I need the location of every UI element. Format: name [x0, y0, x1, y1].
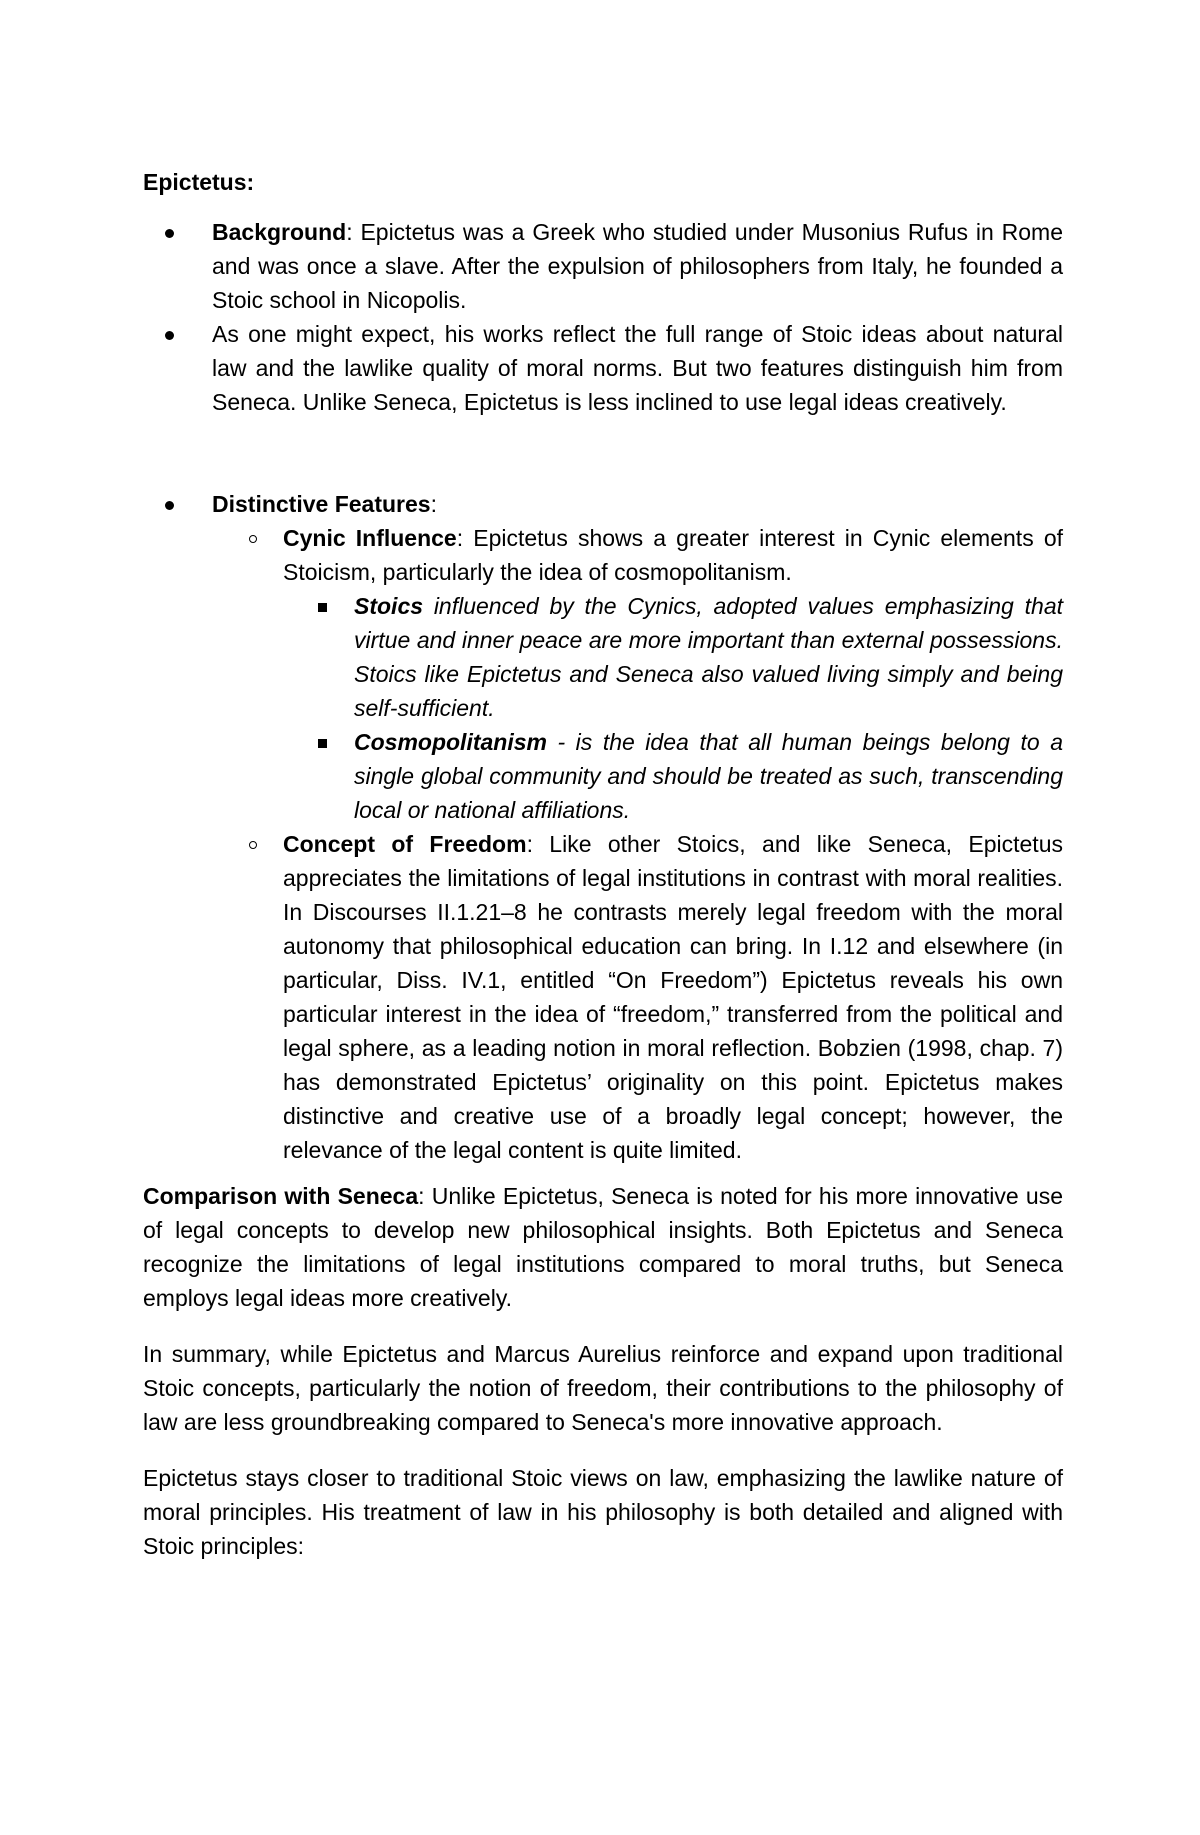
- paragraph-closing: Epictetus stays closer to traditional Stoic views on law, emphasizing the lawlike nature of moral principles. His treatment of law in his philosophy is both detailed and aligned with Stoic principles:: [143, 1465, 1063, 1559]
- paragraph-text: : Unlike Epictetus, Seneca is noted for his more innovative use of legal concepts to develop new philosophical insights. Both Epictetus and Seneca recognize the limitations of legal institutions compared to moral truths, but Seneca employs legal ideas more creatively.: [143, 1183, 1063, 1311]
- subbullet-cynic-influence: [143, 521, 1063, 589]
- bullet-text: :: [430, 491, 437, 517]
- point-text: - is the idea that all human beings belong to a single global community and should be treated as such, transcending local or national affiliations.: [354, 729, 1063, 823]
- point-label: Stoics: [354, 593, 424, 619]
- bullet-dot-icon: [165, 229, 174, 238]
- bullet-dot-icon: [165, 331, 174, 340]
- section-heading: Epictetus:: [143, 169, 255, 195]
- paragraph-label: Comparison with Seneca: [143, 1183, 419, 1209]
- bullet-square-icon: [318, 739, 327, 748]
- bullet-text: As one might expect, his works reflect the full range of Stoic ideas about natural law and the lawlike quality of moral norms. But two features distinguish him from Seneca. Unlike Seneca, Epictetus is less inclined to use legal ideas creatively.: [212, 321, 1063, 415]
- bullet-label: Background: [212, 219, 347, 245]
- document-page: [143, 165, 1063, 1563]
- bullet-works: [143, 317, 1063, 419]
- subbullet-label: Concept of Freedom: [283, 831, 527, 857]
- paragraph-summary: In summary, while Epictetus and Marcus Aurelius reinforce and expand upon traditional Stoic concepts, particularly the notion of freedom, their contributions to the philosophy of law are less groundbreaking compared to Seneca's more innovative approach.: [143, 1341, 1063, 1435]
- bullet-label: Distinctive Features: [212, 491, 431, 517]
- subbullet-concept-of-freedom: [143, 827, 1063, 1167]
- bullet-background: [143, 215, 1063, 317]
- bullet-circle-icon: [249, 535, 257, 543]
- bullet-text: : Epictetus was a Greek who studied under Musonius Rufus in Rome and was once a slave. After the expulsion of philosophers from Italy, he founded a Stoic school in Nicopolis.: [212, 219, 1063, 313]
- bullet-square-icon: [318, 603, 327, 612]
- point-stoics: [143, 589, 1063, 725]
- subbullet-text: : Like other Stoics, and like Seneca, Epictetus appreciates the limitations of legal institutions in contrast with moral realities. In Discourses II.1.21–8 he contrasts merely legal freedom with the moral autonomy that philosophical education can bring. In I.12 and elsewhere (in particular, Diss. IV.1, entitled “On Freedom”) Epictetus reveals his own particular interest in the idea of “freedom,” transferred from the political and legal sphere, as a leading notion in moral reflection. Bobzien (1998, chap. 7) has demonstrated Epictetus’ originality on this point. Epictetus makes distinctive and creative use of a broadly legal concept; however, the relevance of the legal content is quite limited.: [283, 831, 1063, 1163]
- point-label: Cosmopolitanism: [354, 729, 547, 755]
- point-cosmopolitanism: [143, 725, 1063, 827]
- bullet-distinctive-features: [143, 487, 1063, 521]
- paragraph-comparison: [143, 1179, 1063, 1315]
- bullet-dot-icon: [165, 501, 174, 510]
- subbullet-text: : Epictetus shows a greater interest in Cynic elements of Stoicism, particularly the idea of cosmopolitanism.: [283, 525, 1063, 585]
- subbullet-label: Cynic Influence: [283, 525, 457, 551]
- bullet-circle-icon: [249, 841, 257, 849]
- point-text: influenced by the Cynics, adopted values emphasizing that virtue and inner peace are more important than external possessions. Stoics like Epictetus and Seneca also valued living simply and being self-sufficient.: [354, 593, 1063, 721]
